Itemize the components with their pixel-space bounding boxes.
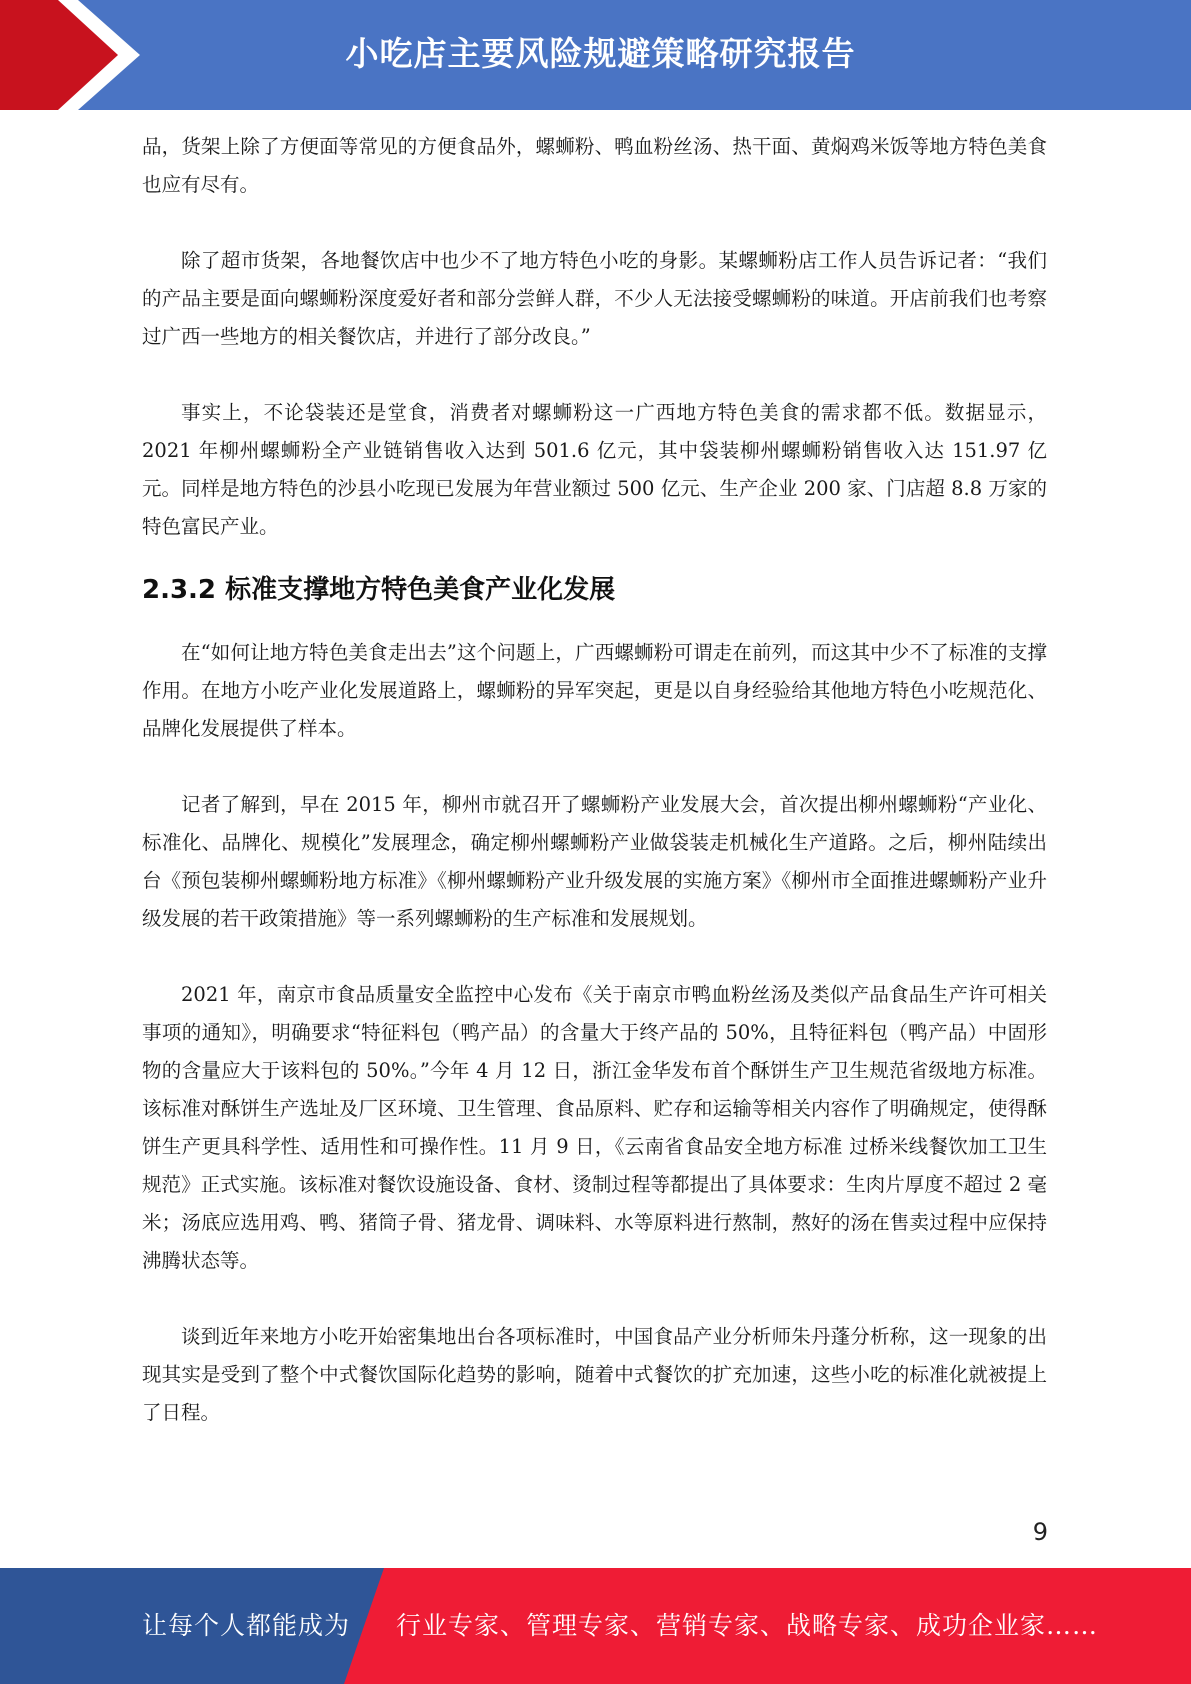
page-content: [142, 128, 1047, 1432]
paragraph: 除了超市货架，各地餐饮店中也少不了地方特色小吃的身影。某螺蛳粉店工作人员告诉记者：“我们的产品主要是面向螺蛳粉深度爱好者和部分尝鲜人群，不少人无法接受螺蛳粉的味道。开店前我们也考察过广西一些地方的相关餐饮店，并进行了部分改良。”: [142, 249, 1047, 348]
paragraph: 谈到近年来地方小吃开始密集地出台各项标准时，中国食品产业分析师朱丹蓬分析称，这一现象的出现其实是受到了整个中式餐饮国际化趋势的影响，随着中式餐饮的扩充加速，这些小吃的标准化就被提上了日程。: [142, 1325, 1047, 1424]
page-header: [0, 0, 1191, 110]
paragraph: 2021 年，南京市食品质量安全监控中心发布《关于南京市鸭血粉丝汤及类似产品食品生产许可相关事项的通知》，明确要求“特征料包（鸭产品）的含量大于终产品的 50%，且特征料包（鸭产品）中固形物的含量应大于该料包的 50%。”今年 4 月 12 日，浙江金华发布首个酥饼生产卫生规范省级地方标准。该标准对酥饼生产选址及厂区环境、卫生管理、食品原料、贮存和运输等相关内容作了明确规定，使得酥饼生产更具科学性、适用性和可操作性。11 月 9 日，《云南省食品安全地方标准 过桥米线餐饮加工卫生规范》正式实施。该标准对餐饮设施设备、食材、烫制过程等都提出了具体要求：生肉片厚度不超过 2 毫米；汤底应选用鸡、鸭、猪筒子骨、猪龙骨、调味料、水等原料进行熬制，熬好的汤在售卖过程中应保持沸腾状态等。: [142, 983, 1047, 1272]
footer-slogan-right: 行业专家、管理专家、营销专家、战略专家、成功企业家……: [396, 1611, 1099, 1640]
section-heading: 2.3.2 标准支撑地方特色美食产业化发展: [142, 575, 616, 605]
paragraph: 事实上，不论袋装还是堂食，消费者对螺蛳粉这一广西地方特色美食的需求都不低。数据显示，2021 年柳州螺蛳粉全产业链销售收入达到 501.6 亿元，其中袋装柳州螺蛳粉销售收入达 151.97 亿元。同样是地方特色的沙县小吃现已发展为年营业额过 500 亿元、生产企业 200 家、门店超 8.8 万家的特色富民产业。: [142, 401, 1047, 538]
paragraph: 记者了解到，早在 2015 年，柳州市就召开了螺蛳粉产业发展大会，首次提出柳州螺蛳粉“产业化、标准化、品牌化、规模化”发展理念，确定柳州螺蛳粉产业做袋装走机械化生产道路。之后，柳州陆续出台《预包装柳州螺蛳粉地方标准》《柳州螺蛳粉产业升级发展的实施方案》《柳州市全面推进螺蛳粉产业升级发展的若干政策措施》等一系列螺蛳粉的生产标准和发展规划。: [142, 793, 1047, 930]
page-footer: [0, 1568, 1191, 1684]
footer-slogan-left: 让每个人都能成为: [142, 1611, 351, 1640]
page-number: 9: [1032, 1518, 1048, 1546]
paragraph-continued: 品，货架上除了方便面等常见的方便食品外，螺蛳粉、鸭血粉丝汤、热干面、黄焖鸡米饭等地方特色美食也应有尽有。: [142, 135, 1047, 196]
paragraph: 在“如何让地方特色美食走出去”这个问题上，广西螺蛳粉可谓走在前列，而这其中少不了标准的支撑作用。在地方小吃产业化发展道路上，螺蛳粉的异军突起，更是以自身经验给其他地方特色小吃规范化、品牌化发展提供了样本。: [142, 641, 1047, 740]
report-title: 小吃店主要风险规避策略研究报告: [345, 34, 856, 73]
